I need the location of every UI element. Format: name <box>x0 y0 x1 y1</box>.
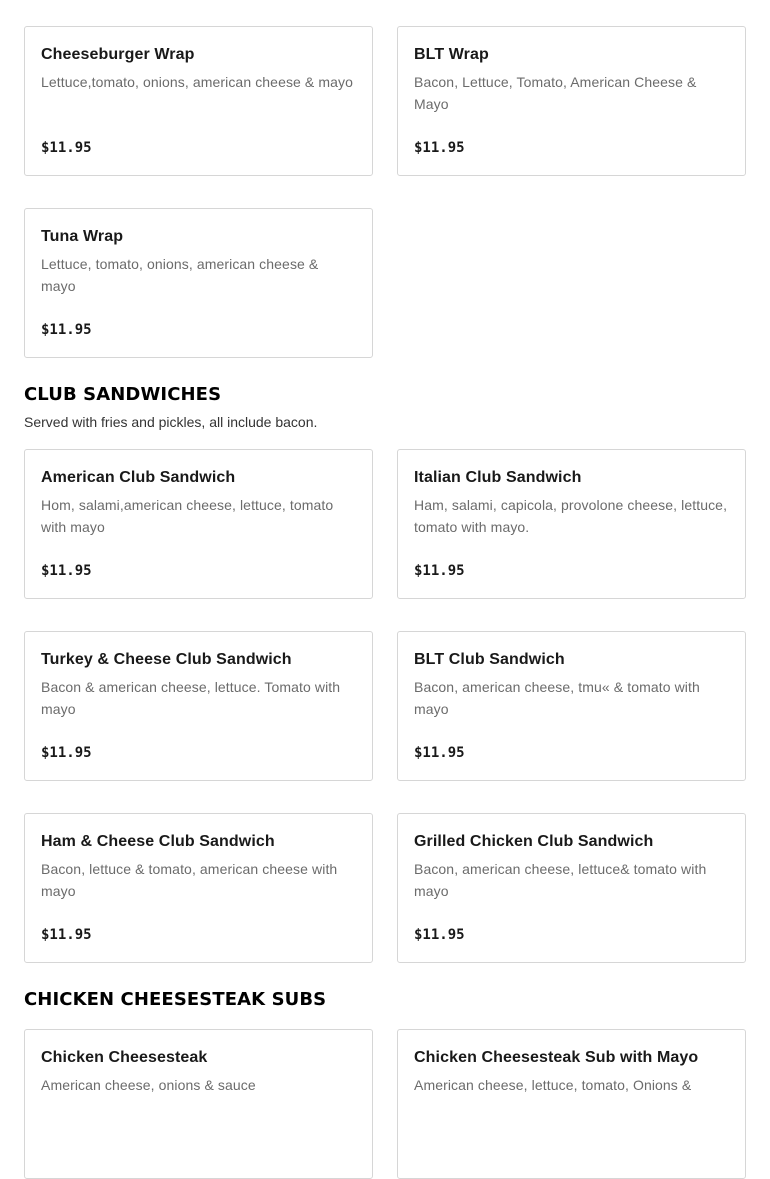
menu-item-price: $11.95 <box>41 745 92 761</box>
menu-item-card[interactable] <box>397 631 746 781</box>
menu-item-price: $11.95 <box>414 927 465 943</box>
menu-item-card[interactable] <box>24 208 373 358</box>
menu-item-card[interactable] <box>397 26 746 176</box>
menu-item-card[interactable] <box>397 449 746 599</box>
menu-item-card[interactable] <box>24 813 373 963</box>
menu-item-description: Bacon, lettuce & tomato, american cheese with mayo <box>41 861 338 899</box>
menu-item-price: $11.95 <box>41 563 92 579</box>
wraps-grid <box>24 26 746 358</box>
menu-item-card[interactable] <box>24 1029 373 1179</box>
menu-item-name: Chicken Cheesesteak Sub with Mayo <box>414 1049 699 1066</box>
menu-item-card[interactable] <box>397 1029 746 1179</box>
menu-item-card[interactable] <box>397 813 746 963</box>
menu-item-name: Grilled Chicken Club Sandwich <box>414 833 654 850</box>
menu-item-name: Ham & Cheese Club Sandwich <box>41 833 275 850</box>
menu-item-description: Bacon, Lettuce, Tomato, American Cheese & Mayo <box>414 74 697 112</box>
club-sandwiches-grid <box>24 449 746 963</box>
chicken-cheesesteak-grid <box>24 1029 746 1179</box>
menu-item-card[interactable] <box>24 631 373 781</box>
section-subtitle: Served with fries and pickles, all include bacon. <box>24 414 318 430</box>
menu-item-description: Hom, salami,american cheese, lettuce, tomato with mayo <box>41 497 334 535</box>
menu-item-description: Lettuce, tomato, onions, american cheese & mayo <box>41 256 319 294</box>
menu-item-price: $11.95 <box>414 745 465 761</box>
section-club-sandwiches <box>24 384 746 963</box>
menu-item-name: BLT Wrap <box>414 46 489 63</box>
menu-item-name: Cheeseburger Wrap <box>41 46 195 63</box>
menu-item-description: Bacon, american cheese, lettuce& tomato with mayo <box>414 861 707 899</box>
menu-item-name: Chicken Cheesesteak <box>41 1049 208 1066</box>
menu-item-name: BLT Club Sandwich <box>414 651 565 668</box>
menu-item-description: Ham, salami, capicola, provolone cheese, lettuce, tomato with mayo. <box>414 497 728 535</box>
menu-item-description: Lettuce,tomato, onions, american cheese & mayo <box>41 74 353 90</box>
menu-item-description: Bacon & american cheese, lettuce. Tomato with mayo <box>41 679 341 717</box>
menu-item-description: American cheese, onions & sauce <box>41 1077 256 1093</box>
menu-item-name: Tuna Wrap <box>41 228 124 245</box>
menu-item-price: $11.95 <box>414 140 465 156</box>
menu-item-description: Bacon, american cheese, tmu« & tomato with mayo <box>414 679 700 717</box>
menu-page <box>24 26 746 1179</box>
menu-item-price: $11.95 <box>414 563 465 579</box>
menu-item-card[interactable] <box>24 449 373 599</box>
menu-item-name: Italian Club Sandwich <box>414 469 582 486</box>
section-title: CLUB SANDWICHES <box>24 384 222 405</box>
menu-item-description: American cheese, lettuce, tomato, Onions & <box>414 1077 692 1093</box>
menu-item-name: Turkey & Cheese Club Sandwich <box>41 651 292 668</box>
menu-item-price: $11.95 <box>41 322 92 338</box>
section-title: CHICKEN CHEESESTEAK SUBS <box>24 989 327 1010</box>
menu-item-card[interactable] <box>24 26 373 176</box>
section-chicken-cheesesteak-subs <box>24 989 746 1179</box>
menu-item-price: $11.95 <box>41 927 92 943</box>
menu-item-name: American Club Sandwich <box>41 469 236 486</box>
menu-item-price: $11.95 <box>41 140 92 156</box>
